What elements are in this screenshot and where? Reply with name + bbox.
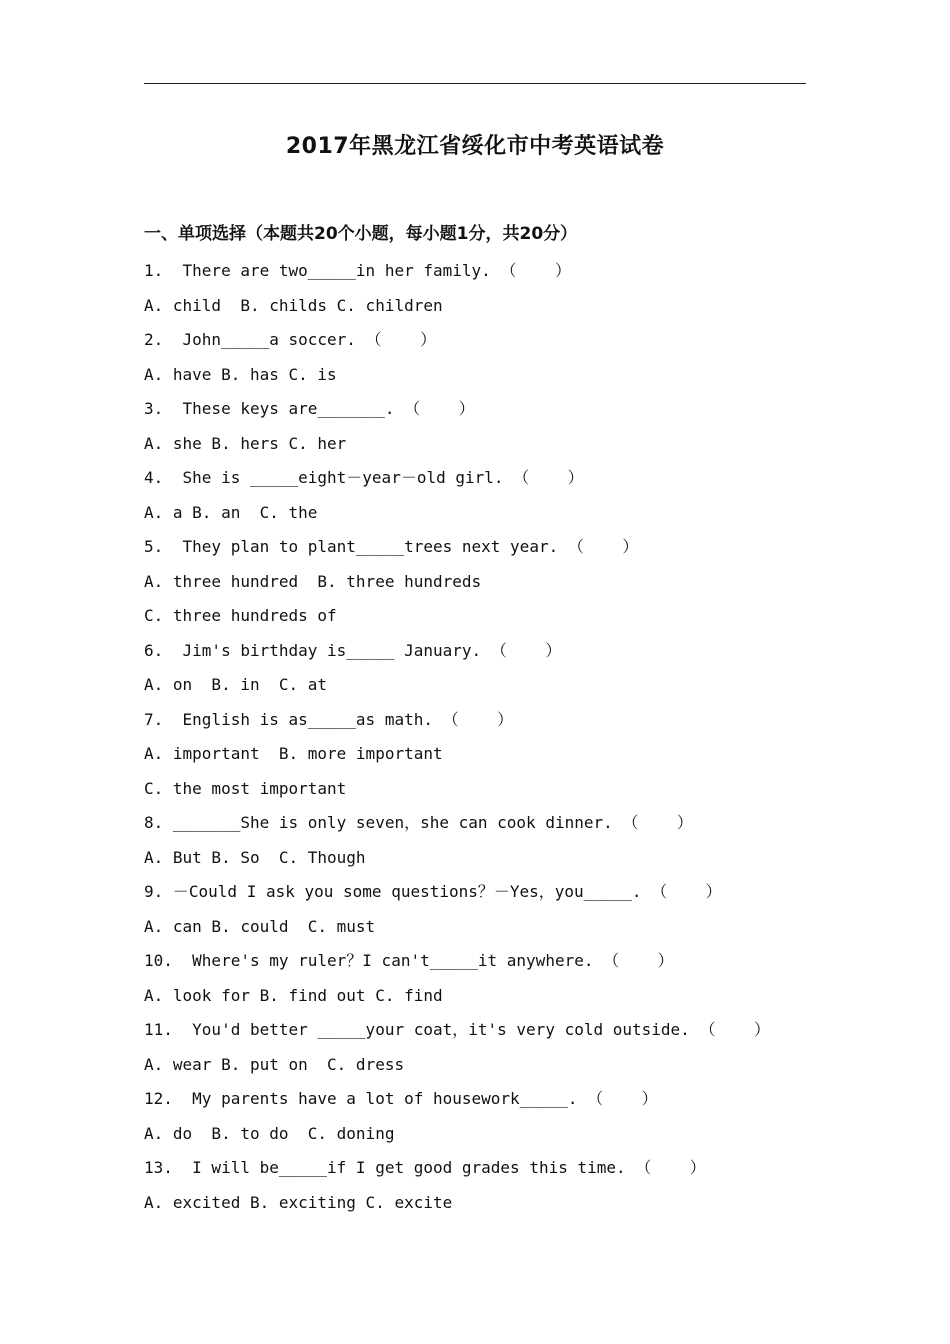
question-stem: 11. You'd better _____your coat，it's very cold outside. （ ）	[144, 1020, 770, 1039]
question-options: A. But B. So C. Though	[144, 847, 366, 867]
question-options: A. three hundred B. three hundreds	[144, 571, 482, 591]
header-rule	[144, 83, 806, 84]
question-options: A. important B. more important	[144, 744, 443, 763]
section-heading: 一、单项选择（本题共20个小题，每小题1分，共20分）	[144, 224, 578, 244]
question-options: A. she B. hers C. her	[144, 433, 347, 453]
question-options: A. a B. an C. the	[144, 502, 318, 522]
question-stem: 1. There are two_____in her family. （ ）	[144, 261, 571, 280]
question-options: C. the most important	[144, 778, 347, 798]
question-list	[144, 254, 824, 1220]
question-stem: 12. My parents have a lot of housework_____. （ ）	[144, 1089, 658, 1108]
question-stem: 6. Jim's birthday is_____ January. （ ）	[144, 640, 562, 660]
question-options: A. do B. to do C. doning	[144, 1123, 395, 1143]
question-stem: 7. English is as_____as math. （ ）	[144, 709, 514, 729]
question-stem: 9. －Could I ask you some questions？－Yes，you_____. （ ）	[144, 882, 722, 901]
question-options: A. look for B. find out C. find	[144, 985, 443, 1005]
question-stem: 4. She is _____eight－year－old girl. （ ）	[144, 468, 584, 487]
question-options: A. excited B. exciting C. excite	[144, 1192, 453, 1212]
question-stem: 10. Where's my ruler？I can't_____it anywhere. （ ）	[144, 951, 674, 970]
question-options: A. on B. in C. at	[144, 675, 328, 694]
exam-title: 2017年黑龙江省绥化市中考英语试卷	[285, 134, 665, 159]
question-stem: 3. These keys are_______. （ ）	[144, 399, 475, 418]
question-options: C. three hundreds of	[144, 606, 337, 625]
question-stem: 2. John_____a soccer. （ ）	[144, 330, 437, 349]
question-stem: 8. _______She is only seven，she can cook dinner. （ ）	[144, 813, 693, 832]
question-options: A. wear B. put on C. dress	[144, 1054, 405, 1074]
question-options: A. have B. has C. is	[144, 364, 337, 384]
question-stem: 13. I will be_____if I get good grades this time. （ ）	[144, 1158, 706, 1177]
question-options: A. can B. could C. must	[144, 916, 376, 936]
question-stem: 5. They plan to plant_____trees next year. （ ）	[144, 537, 639, 556]
question-options: A. child B. childs C. children	[144, 295, 443, 315]
